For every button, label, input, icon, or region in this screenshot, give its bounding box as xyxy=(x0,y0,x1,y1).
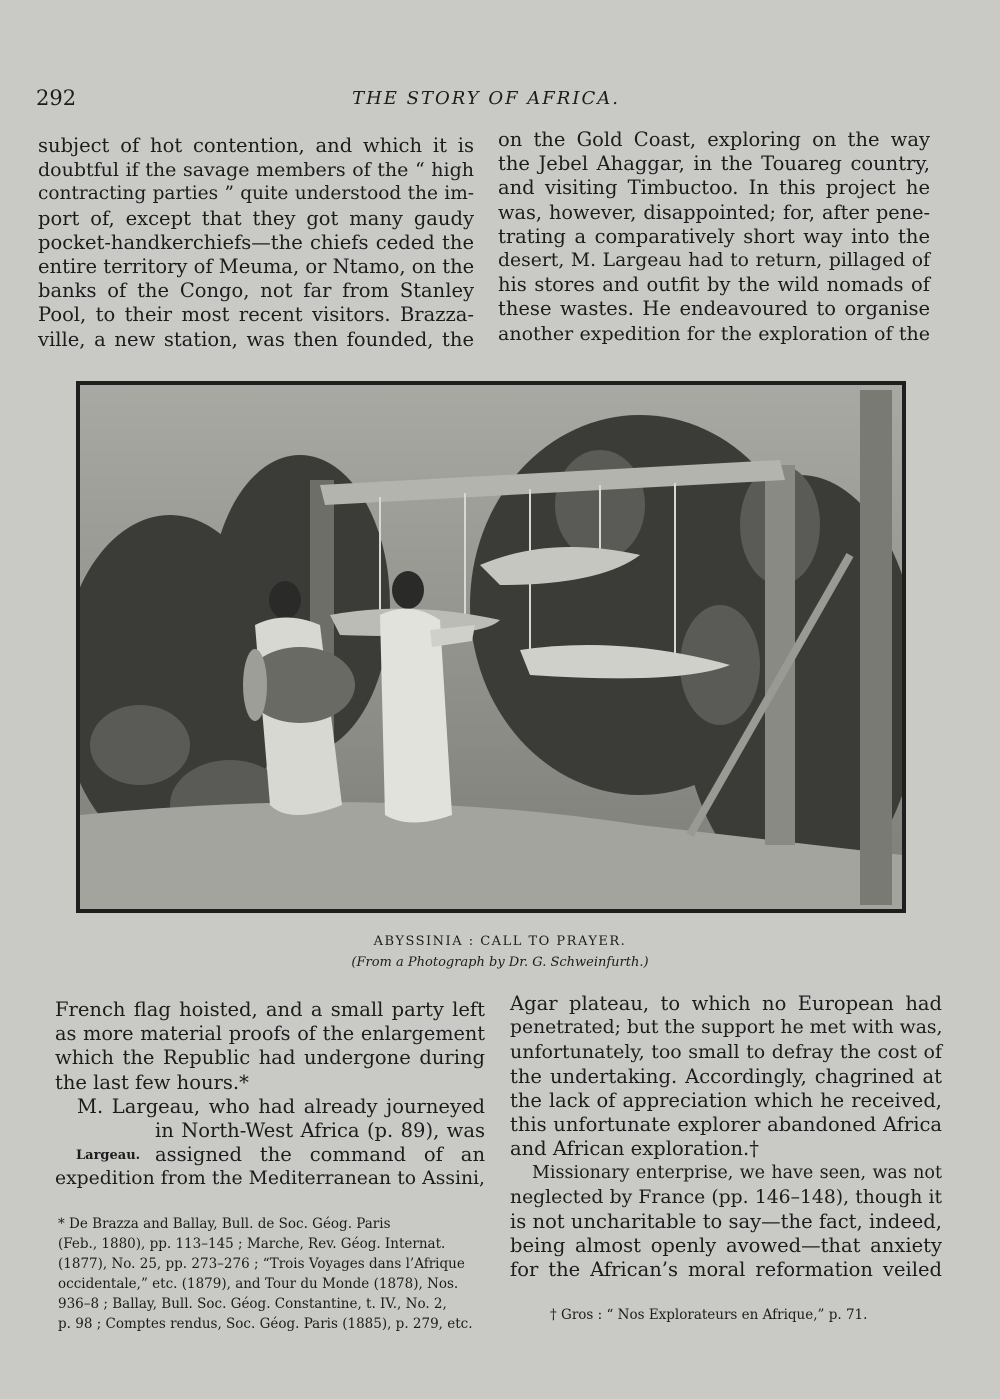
text-line: French flag hoisted, and a small party left xyxy=(55,998,485,1021)
footnote-line: 936–8 ; Ballay, Bull. Soc. Géog. Constantine, t. IV., No. 2, xyxy=(58,1296,447,1312)
text-line: pocket-handkerchiefs—the chiefs ceded the xyxy=(38,230,474,254)
text-line: unfortunately, too small to defray the cost of xyxy=(510,1041,942,1064)
bottom-right-column xyxy=(510,992,942,1282)
running-title: THE STORY OF AFRICA. xyxy=(352,88,620,109)
text-line: Missionary enterprise, we have seen, was not xyxy=(532,1163,942,1184)
text-line: port of, except that they got many gaudy xyxy=(38,206,474,230)
text-line: the lack of appreciation which he received, xyxy=(510,1088,942,1112)
text-line: Agar plateau, to which no European had xyxy=(510,992,942,1015)
margin-sidenote: Largeau. xyxy=(76,1148,141,1163)
top-right-column xyxy=(498,128,930,346)
text-line: in North-West Africa (p. 89), was xyxy=(155,1119,485,1143)
text-line: which the Republic had undergone during xyxy=(55,1046,485,1070)
text-line: for the African’s moral reformation veiled xyxy=(510,1258,942,1282)
text-line: and visiting Timbuctoo. In this project he xyxy=(498,176,930,200)
text-line: the last few hours.* xyxy=(55,1070,249,1094)
text-line: assigned the command of an xyxy=(155,1143,485,1167)
text-line: penetrated; but the support he met with was, xyxy=(510,1017,943,1039)
footnote-line: (1877), No. 25, pp. 273–276 ; “Trois Voyages dans l’Afrique xyxy=(58,1256,465,1272)
text-line: trating a comparatively short way into the xyxy=(498,224,930,248)
text-line: another expedition for the exploration of the xyxy=(498,322,930,345)
footnote-line: (Feb., 1880), pp. 113–145 ; Marche, Rev. Géog. Internat. xyxy=(58,1236,446,1252)
footnote-right: † Gros : “ Nos Explorateurs en Afrique,” p. 71. xyxy=(550,1307,868,1323)
illustration-photo xyxy=(76,381,906,913)
text-line: is not uncharitable to say—the fact, indeed, xyxy=(510,1209,942,1233)
illustration-credit: (From a Photograph by Dr. G. Schweinfurth.) xyxy=(351,955,649,970)
text-line: subject of hot contention, and which it is xyxy=(38,134,474,157)
text-line: doubtful if the savage members of the “ high xyxy=(38,159,474,182)
text-line: being almost openly avowed—that anxiety xyxy=(510,1234,942,1258)
page-number: 292 xyxy=(36,86,77,110)
text-line: expedition from the Mediterranean to Assini, xyxy=(55,1168,485,1190)
text-line: was, however, disappointed; for, after pene- xyxy=(498,200,930,224)
top-left-column xyxy=(38,134,474,352)
text-line: as more material proofs of the enlargement xyxy=(55,1022,485,1046)
prayer-call-scene xyxy=(80,385,902,909)
text-line: the Jebel Ahaggar, in the Touareg country, xyxy=(498,152,930,176)
text-line: on the Gold Coast, exploring on the way xyxy=(498,128,930,151)
text-line: desert, M. Largeau had to return, pillaged of xyxy=(498,250,930,272)
text-line: neglected by France (pp. 146–148), though it xyxy=(510,1186,942,1208)
text-line: these wastes. He endeavoured to organise xyxy=(498,297,930,321)
footnote-line: p. 98 ; Comptes rendus, Soc. Géog. Paris (1885), p. 279, etc. xyxy=(58,1316,473,1332)
text-line: Pool, to their most recent visitors. Brazza- xyxy=(38,303,474,327)
text-line: his stores and outfit by the wild nomads of xyxy=(498,273,930,297)
text-line: and African exploration.† xyxy=(510,1137,759,1161)
text-line: this unfortunate explorer abandoned Africa xyxy=(510,1113,942,1137)
page-header xyxy=(36,86,936,114)
footnote-line: occidentale,” etc. (1879), and Tour du Monde (1878), Nos. xyxy=(58,1276,459,1292)
text-line: M. Largeau, who had already journeyed xyxy=(77,1094,485,1118)
footnote-line: * De Brazza and Ballay, Bull. de Soc. Géog. Paris xyxy=(58,1216,391,1232)
illustration-caption: ABYSSINIA : CALL TO PRAYER. xyxy=(373,934,627,949)
text-line: entire territory of Meuma, or Ntamo, on the xyxy=(38,255,475,279)
text-line: banks of the Congo, not far from Stanley xyxy=(38,279,474,303)
text-line: ville, a new station, was then founded, the xyxy=(38,327,474,351)
text-line: contracting parties ” quite understood the im- xyxy=(38,183,474,205)
text-line: the undertaking. Accordingly, chagrined at xyxy=(510,1064,942,1088)
footnote-left xyxy=(58,1214,486,1334)
